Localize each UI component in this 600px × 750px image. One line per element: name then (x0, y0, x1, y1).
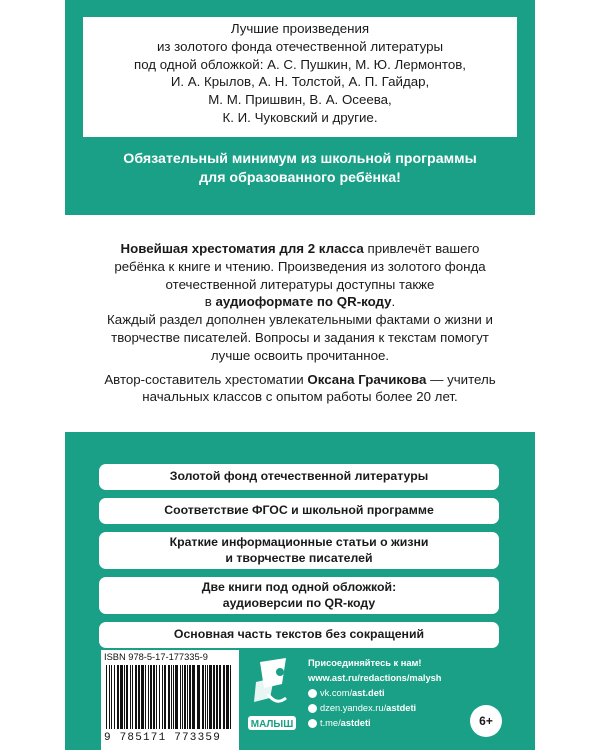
barcode-bar (132, 665, 133, 729)
logo-shape (276, 668, 284, 676)
barcode-bar (153, 665, 155, 729)
feature-text: и творчестве писателей (225, 550, 373, 565)
link-text: ast.deti (352, 688, 385, 698)
desc-line: начальных классов с опытом работы более 20 лет. (142, 389, 458, 405)
link-text: astdeti (386, 703, 417, 713)
vk-link[interactable] (308, 686, 441, 701)
age-rating-badge: 6+ (470, 705, 502, 737)
authors-line: К. И. Чуковский и другие. (222, 109, 378, 125)
authors-line: Лучшие произведения (230, 21, 370, 36)
barcode-bar (192, 665, 195, 729)
barcode-bar (171, 665, 172, 729)
barcode-bar (173, 665, 174, 729)
vk-icon (308, 689, 317, 698)
desc-text: Автор-составитель хрестоматии (104, 371, 308, 387)
barcode-bar (141, 665, 144, 729)
authors-line: М. М. Пришвин, В. А. Осеева, (208, 92, 392, 108)
barcode-bar (145, 665, 146, 729)
desc-line (65, 240, 535, 258)
barcode-bar (226, 665, 229, 729)
telegram-icon (308, 719, 317, 728)
feature-pill (99, 464, 499, 490)
logo-shape (268, 694, 286, 701)
link-text: astdeti (340, 718, 371, 728)
logo-text: МАЛЫШ (250, 719, 294, 730)
barcode-bar (156, 665, 157, 729)
barcode-bar (124, 665, 125, 729)
barcode-bar (184, 665, 186, 729)
join-title: Присоединяйтесь к нам! (308, 658, 422, 668)
barcode-bar (117, 665, 119, 729)
barcode-bar (164, 665, 166, 729)
publisher-logo (246, 654, 298, 734)
desc-line (65, 293, 535, 311)
barcode-bar (216, 665, 218, 729)
telegram-link[interactable] (308, 716, 441, 731)
barcode-bar (114, 665, 115, 729)
author-name: Оксана Грачикова (307, 371, 427, 387)
barcode-bar (230, 665, 231, 729)
barcode-bar (219, 665, 221, 729)
barcode-bar (148, 665, 149, 729)
barcode-bar (138, 665, 140, 729)
feature-text: Соответствие ФГОС и школьной программе (164, 503, 434, 518)
barcode-bar (197, 665, 200, 729)
barcode-bar (189, 665, 191, 729)
feature-pill (99, 577, 499, 614)
authors-line: И. А. Крылов, А. Н. Толстой, А. П. Гайдар, (170, 74, 430, 90)
barcode-bar (111, 665, 112, 729)
site-link[interactable]: www.ast.ru/redactions/malysh (308, 673, 442, 683)
barcode-bar (209, 665, 212, 729)
barcode-bar (182, 665, 183, 729)
slogan (65, 150, 535, 188)
link-text: dzen.yandex.ru/ (320, 703, 387, 713)
bottom-panel (65, 432, 535, 750)
isbn-block (101, 650, 239, 750)
desc-text: — учитель (426, 371, 496, 387)
barcode-bar (150, 665, 152, 729)
desc-line: ребёнка к книге и чтению. Произведения из золотого фонда (114, 258, 486, 274)
feature-text: Основная часть текстов без сокращений (173, 627, 425, 642)
authors-box (83, 17, 517, 137)
barcode-bar (126, 665, 128, 729)
barcode-bar (202, 665, 204, 729)
barcode (104, 665, 236, 731)
top-panel (65, 0, 535, 215)
barcode-bar (175, 665, 178, 729)
desc-line: творчестве писателей. Вопросы и задания к текстам помогут (111, 329, 489, 345)
desc-line: отечественной литературы доступны также (165, 276, 435, 292)
desc-text: привлечёт вашего (363, 241, 480, 256)
barcode-bar (120, 665, 123, 729)
desc-bold: Новейшая хрестоматия для 2 класса (120, 241, 364, 256)
feature-pill (99, 622, 499, 648)
feature-text: аудиоверсии по QR-коду (222, 595, 376, 610)
barcode-number: 9 785171 773359 (104, 732, 222, 744)
barcode-bar (223, 665, 225, 729)
authors-line: из золотого фонда отечественной литературы (156, 38, 444, 54)
slogan-line: Обязательный минимум из школьной программы (123, 151, 477, 167)
barcode-bar (106, 665, 107, 729)
social-links (308, 656, 441, 731)
isbn-text: ISBN 978-5-17-177335-9 (104, 652, 208, 662)
barcode-bar (159, 665, 160, 729)
desc-text: . (391, 294, 396, 310)
barcode-bar (207, 665, 208, 729)
desc-line (65, 371, 535, 389)
desc-bold: аудиоформате по QR-коду (215, 294, 392, 310)
feature-text: Золотой фонд отечественной литературы (169, 469, 429, 484)
barcode-bar (130, 665, 131, 729)
barcode-bar (109, 665, 110, 729)
feature-text: Две книги под одной обложкой: (201, 580, 397, 594)
link-text: t.me/ (320, 718, 341, 728)
desc-line: лучше освоить прочитанное. (210, 347, 390, 363)
barcode-bar (135, 665, 137, 729)
desc-line: Каждый раздел дополнен увлекательными фактами о жизни и (107, 312, 493, 328)
dzen-link[interactable] (308, 701, 441, 716)
barcode-bar (162, 665, 163, 729)
barcode-bar (168, 665, 170, 729)
feature-text: Краткие информационные статьи о жизни (169, 535, 429, 549)
authors-line: под одной обложкой: А. С. Пушкин, М. Ю. Лермонтов, (134, 56, 466, 72)
barcode-bar (205, 665, 206, 729)
dzen-icon (308, 704, 317, 713)
description (65, 240, 535, 406)
barcode-bar (180, 665, 181, 729)
barcode-bar (213, 665, 215, 729)
desc-text: в (204, 294, 216, 310)
link-text: vk.com/ (320, 688, 353, 698)
feature-pill (99, 498, 499, 524)
slogan-line: для образованного ребёнка! (199, 170, 401, 186)
feature-pill (99, 532, 499, 569)
barcode-bar (187, 665, 188, 729)
